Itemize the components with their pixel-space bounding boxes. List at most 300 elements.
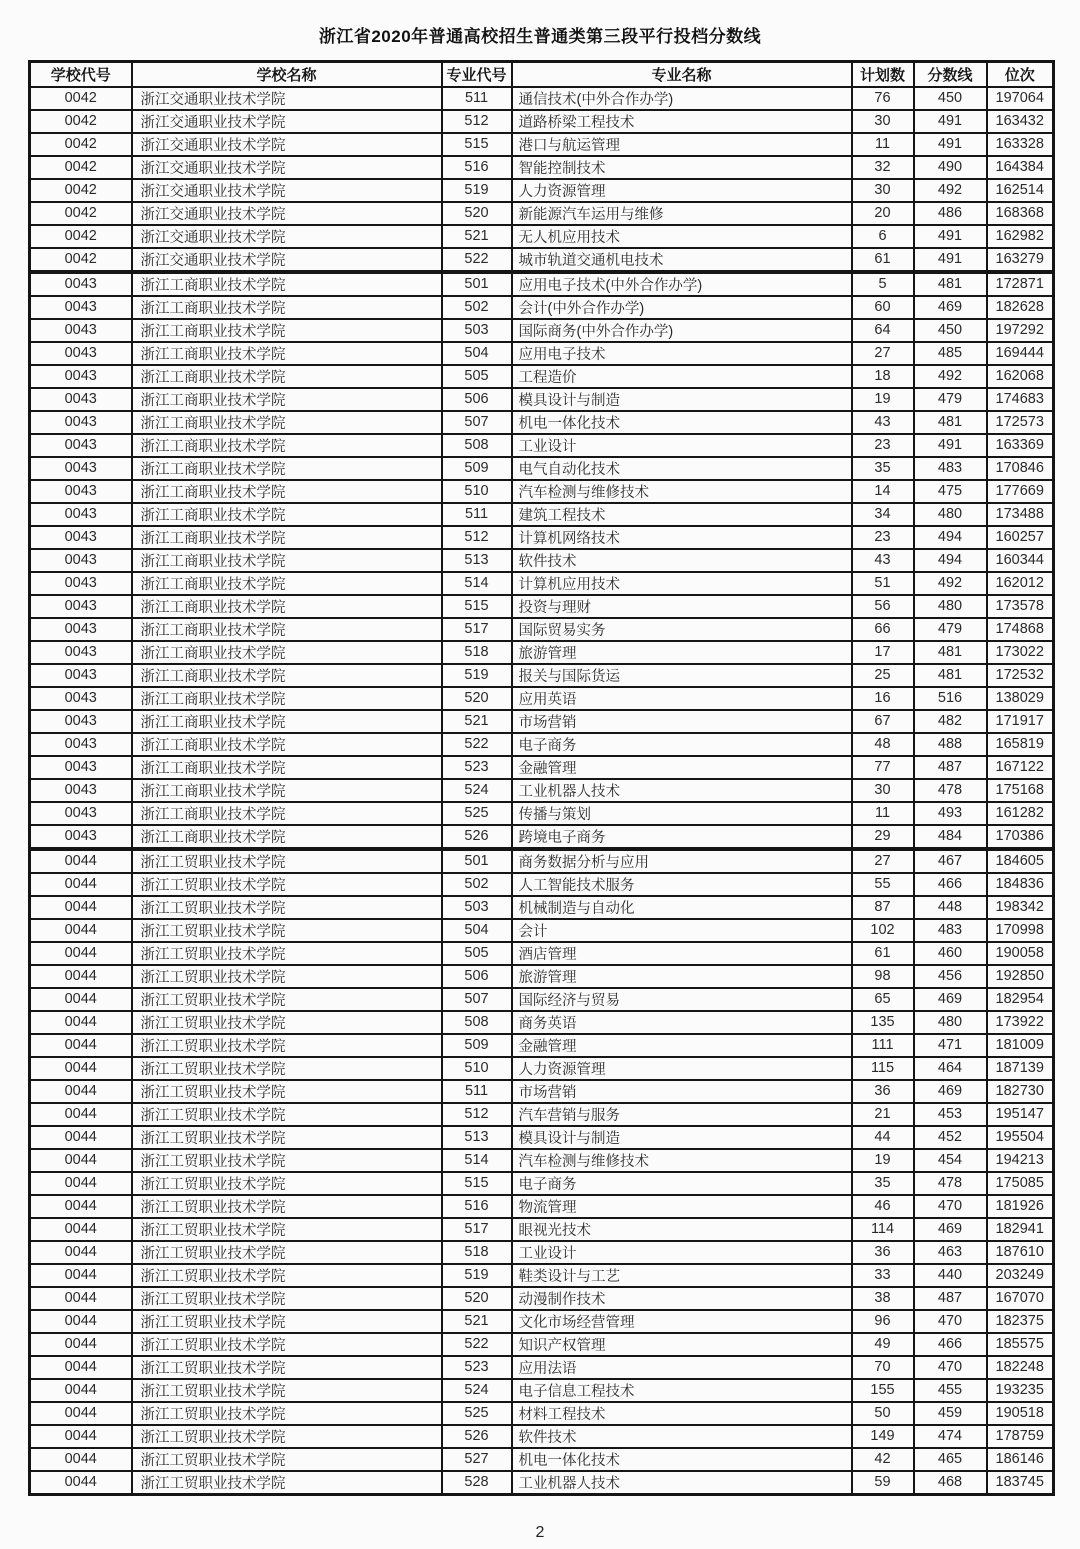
cell-rank: 170386 [987, 825, 1054, 849]
cell-major-code: 514 [442, 1149, 512, 1172]
cell-school-name: 浙江工商职业技术学院 [132, 618, 442, 641]
cell-school-name: 浙江工贸职业技术学院 [132, 1195, 442, 1218]
cell-rank: 203249 [987, 1264, 1054, 1287]
table-row [30, 1402, 1054, 1425]
cell-school-name: 浙江工商职业技术学院 [132, 779, 442, 802]
column-header-major-name: 专业名称 [512, 62, 852, 87]
cell-school-code: 0043 [30, 825, 132, 849]
table-row [30, 1310, 1054, 1333]
cell-rank: 184605 [987, 849, 1054, 873]
cell-major-code: 503 [442, 896, 512, 919]
cell-school-name: 浙江工贸职业技术学院 [132, 873, 442, 896]
cell-school-name: 浙江工贸职业技术学院 [132, 1379, 442, 1402]
cell-school-code: 0044 [30, 1080, 132, 1103]
cell-school-name: 浙江交通职业技术学院 [132, 87, 442, 110]
cell-plan-count: 35 [852, 457, 914, 480]
cell-major-name: 文化市场经营管理 [512, 1310, 852, 1333]
column-header-rank: 位次 [987, 62, 1054, 87]
cell-major-name: 人力资源管理 [512, 179, 852, 202]
cell-major-code: 517 [442, 1218, 512, 1241]
cell-score-line: 478 [914, 779, 987, 802]
cell-rank: 162982 [987, 225, 1054, 248]
table-row [30, 457, 1054, 480]
cell-rank: 163432 [987, 110, 1054, 133]
cell-school-code: 0044 [30, 1057, 132, 1080]
cell-major-code: 503 [442, 319, 512, 342]
cell-school-name: 浙江工贸职业技术学院 [132, 1103, 442, 1126]
cell-score-line: 492 [914, 179, 987, 202]
cell-school-name: 浙江工商职业技术学院 [132, 687, 442, 710]
cell-major-code: 512 [442, 1103, 512, 1126]
cell-school-name: 浙江工商职业技术学院 [132, 733, 442, 756]
cell-major-name: 传播与策划 [512, 802, 852, 825]
cell-major-name: 市场营销 [512, 1080, 852, 1103]
cell-major-code: 501 [442, 849, 512, 873]
cell-major-name: 工业设计 [512, 434, 852, 457]
table-row [30, 1103, 1054, 1126]
cell-rank: 198342 [987, 896, 1054, 919]
table-row [30, 641, 1054, 664]
cell-rank: 174683 [987, 388, 1054, 411]
cell-major-name: 工业机器人技术 [512, 779, 852, 802]
cell-score-line: 470 [914, 1356, 987, 1379]
cell-major-name: 模具设计与制造 [512, 1126, 852, 1149]
table-row [30, 618, 1054, 641]
cell-major-name: 工程造价 [512, 365, 852, 388]
cell-school-code: 0043 [30, 342, 132, 365]
cell-plan-count: 20 [852, 202, 914, 225]
cell-school-name: 浙江工贸职业技术学院 [132, 919, 442, 942]
cell-major-code: 509 [442, 1034, 512, 1057]
table-row [30, 802, 1054, 825]
cell-plan-count: 70 [852, 1356, 914, 1379]
cell-score-line: 494 [914, 526, 987, 549]
column-header-score-line: 分数线 [914, 62, 987, 87]
column-header-major-code: 专业代号 [442, 62, 512, 87]
cell-plan-count: 59 [852, 1471, 914, 1495]
cell-major-code: 516 [442, 156, 512, 179]
cell-school-code: 0044 [30, 1126, 132, 1149]
cell-rank: 177669 [987, 480, 1054, 503]
column-header-school-name: 学校名称 [132, 62, 442, 87]
cell-plan-count: 30 [852, 179, 914, 202]
cell-score-line: 491 [914, 434, 987, 457]
cell-plan-count: 51 [852, 572, 914, 595]
cell-school-name: 浙江工贸职业技术学院 [132, 1425, 442, 1448]
cell-school-name: 浙江工商职业技术学院 [132, 802, 442, 825]
cell-school-name: 浙江工商职业技术学院 [132, 365, 442, 388]
cell-major-name: 电子商务 [512, 1172, 852, 1195]
cell-school-name: 浙江工商职业技术学院 [132, 503, 442, 526]
cell-school-code: 0043 [30, 365, 132, 388]
cell-major-code: 512 [442, 110, 512, 133]
cell-plan-count: 48 [852, 733, 914, 756]
cell-major-name: 应用电子技术 [512, 342, 852, 365]
cell-score-line: 493 [914, 802, 987, 825]
cell-major-name: 市场营销 [512, 710, 852, 733]
cell-score-line: 483 [914, 919, 987, 942]
cell-major-code: 508 [442, 434, 512, 457]
cell-plan-count: 115 [852, 1057, 914, 1080]
cell-plan-count: 44 [852, 1126, 914, 1149]
cell-rank: 195504 [987, 1126, 1054, 1149]
cell-plan-count: 66 [852, 618, 914, 641]
cell-major-name: 应用电子技术(中外合作办学) [512, 272, 852, 296]
cell-major-name: 工业设计 [512, 1241, 852, 1264]
cell-score-line: 486 [914, 202, 987, 225]
cell-plan-count: 19 [852, 388, 914, 411]
cell-score-line: 492 [914, 572, 987, 595]
cell-major-name: 计算机网络技术 [512, 526, 852, 549]
cell-major-name: 国际商务(中外合作办学) [512, 319, 852, 342]
cell-major-code: 522 [442, 1333, 512, 1356]
cell-school-name: 浙江工贸职业技术学院 [132, 1172, 442, 1195]
cell-major-code: 521 [442, 710, 512, 733]
cell-score-line: 481 [914, 272, 987, 296]
cell-major-code: 513 [442, 1126, 512, 1149]
table-row [30, 1241, 1054, 1264]
cell-major-name: 投资与理财 [512, 595, 852, 618]
cell-major-code: 515 [442, 595, 512, 618]
cell-rank: 168368 [987, 202, 1054, 225]
cell-major-name: 商务英语 [512, 1011, 852, 1034]
cell-score-line: 469 [914, 1218, 987, 1241]
cell-school-name: 浙江工贸职业技术学院 [132, 1241, 442, 1264]
cell-plan-count: 35 [852, 1172, 914, 1195]
cell-rank: 182730 [987, 1080, 1054, 1103]
cell-plan-count: 19 [852, 1149, 914, 1172]
cell-plan-count: 135 [852, 1011, 914, 1034]
cell-school-code: 0044 [30, 965, 132, 988]
cell-rank: 187610 [987, 1241, 1054, 1264]
cell-major-code: 511 [442, 1080, 512, 1103]
cell-plan-count: 17 [852, 641, 914, 664]
cell-score-line: 485 [914, 342, 987, 365]
cell-score-line: 491 [914, 133, 987, 156]
cell-school-name: 浙江工贸职业技术学院 [132, 1402, 442, 1425]
cell-plan-count: 98 [852, 965, 914, 988]
table-row [30, 595, 1054, 618]
cell-school-code: 0043 [30, 434, 132, 457]
cell-major-name: 鞋类设计与工艺 [512, 1264, 852, 1287]
cell-plan-count: 23 [852, 434, 914, 457]
cell-major-code: 528 [442, 1471, 512, 1495]
cell-score-line: 487 [914, 756, 987, 779]
cell-school-name: 浙江工贸职业技术学院 [132, 1011, 442, 1034]
table-row [30, 1057, 1054, 1080]
cell-plan-count: 36 [852, 1080, 914, 1103]
cell-major-name: 电子商务 [512, 733, 852, 756]
cell-major-code: 522 [442, 733, 512, 756]
table-row [30, 1034, 1054, 1057]
cell-plan-count: 27 [852, 342, 914, 365]
cell-plan-count: 30 [852, 110, 914, 133]
cell-major-code: 510 [442, 480, 512, 503]
cell-major-name: 材料工程技术 [512, 1402, 852, 1425]
table-row [30, 1379, 1054, 1402]
table-row [30, 202, 1054, 225]
cell-major-name: 无人机应用技术 [512, 225, 852, 248]
cell-major-code: 514 [442, 572, 512, 595]
cell-plan-count: 46 [852, 1195, 914, 1218]
cell-rank: 170998 [987, 919, 1054, 942]
cell-school-code: 0042 [30, 156, 132, 179]
cell-plan-count: 111 [852, 1034, 914, 1057]
table-row [30, 873, 1054, 896]
cell-major-code: 520 [442, 1287, 512, 1310]
cell-rank: 160257 [987, 526, 1054, 549]
cell-plan-count: 16 [852, 687, 914, 710]
cell-school-name: 浙江工商职业技术学院 [132, 272, 442, 296]
cell-rank: 178759 [987, 1425, 1054, 1448]
cell-major-code: 526 [442, 1425, 512, 1448]
cell-major-code: 510 [442, 1057, 512, 1080]
cell-rank: 162012 [987, 572, 1054, 595]
cell-rank: 197292 [987, 319, 1054, 342]
cell-major-code: 505 [442, 942, 512, 965]
cell-school-name: 浙江工贸职业技术学院 [132, 1218, 442, 1241]
cell-rank: 163328 [987, 133, 1054, 156]
cell-major-name: 国际经济与贸易 [512, 988, 852, 1011]
cell-school-code: 0042 [30, 87, 132, 110]
cell-school-code: 0043 [30, 480, 132, 503]
cell-score-line: 487 [914, 1287, 987, 1310]
page-title: 浙江省2020年普通高校招生普通类第三段平行投档分数线 [318, 27, 762, 46]
cell-school-code: 0043 [30, 641, 132, 664]
cell-school-code: 0044 [30, 919, 132, 942]
table-row [30, 503, 1054, 526]
cell-rank: 190058 [987, 942, 1054, 965]
cell-major-name: 汽车检测与维修技术 [512, 480, 852, 503]
cell-school-code: 0043 [30, 296, 132, 319]
table-row [30, 1172, 1054, 1195]
table-row [30, 1287, 1054, 1310]
cell-plan-count: 43 [852, 411, 914, 434]
cell-score-line: 448 [914, 896, 987, 919]
table-row [30, 296, 1054, 319]
cell-plan-count: 50 [852, 1402, 914, 1425]
cell-score-line: 494 [914, 549, 987, 572]
cell-score-line: 491 [914, 110, 987, 133]
cell-major-code: 501 [442, 272, 512, 296]
cell-plan-count: 33 [852, 1264, 914, 1287]
cell-major-name: 金融管理 [512, 756, 852, 779]
table-row [30, 710, 1054, 733]
table-row [30, 779, 1054, 802]
cell-rank: 182954 [987, 988, 1054, 1011]
cell-rank: 183745 [987, 1471, 1054, 1495]
table-row [30, 156, 1054, 179]
cell-major-name: 智能控制技术 [512, 156, 852, 179]
cell-school-code: 0043 [30, 503, 132, 526]
table-row [30, 919, 1054, 942]
cell-major-name: 汽车营销与服务 [512, 1103, 852, 1126]
cell-rank: 190518 [987, 1402, 1054, 1425]
cell-rank: 192850 [987, 965, 1054, 988]
cell-score-line: 459 [914, 1402, 987, 1425]
cell-plan-count: 60 [852, 296, 914, 319]
cell-school-code: 0044 [30, 1011, 132, 1034]
cell-school-name: 浙江交通职业技术学院 [132, 248, 442, 272]
cell-school-code: 0044 [30, 1310, 132, 1333]
cell-major-name: 软件技术 [512, 1425, 852, 1448]
cell-major-name: 汽车检测与维修技术 [512, 1149, 852, 1172]
cell-school-code: 0043 [30, 802, 132, 825]
cell-major-name: 酒店管理 [512, 942, 852, 965]
cell-score-line: 480 [914, 1011, 987, 1034]
cell-plan-count: 18 [852, 365, 914, 388]
cell-plan-count: 23 [852, 526, 914, 549]
cell-score-line: 481 [914, 641, 987, 664]
cell-school-name: 浙江工贸职业技术学院 [132, 849, 442, 873]
table-row [30, 87, 1054, 110]
cell-major-name: 跨境电子商务 [512, 825, 852, 849]
cell-school-name: 浙江工商职业技术学院 [132, 296, 442, 319]
cell-score-line: 469 [914, 1080, 987, 1103]
cell-score-line: 475 [914, 480, 987, 503]
cell-rank: 175168 [987, 779, 1054, 802]
cell-school-code: 0043 [30, 319, 132, 342]
cell-school-code: 0043 [30, 572, 132, 595]
cell-rank: 162068 [987, 365, 1054, 388]
cell-score-line: 481 [914, 411, 987, 434]
cell-major-name: 会计 [512, 919, 852, 942]
cell-school-code: 0044 [30, 1264, 132, 1287]
cell-major-name: 动漫制作技术 [512, 1287, 852, 1310]
cell-plan-count: 6 [852, 225, 914, 248]
cell-score-line: 471 [914, 1034, 987, 1057]
cell-major-code: 521 [442, 1310, 512, 1333]
table-row [30, 225, 1054, 248]
cell-major-code: 505 [442, 365, 512, 388]
cell-score-line: 469 [914, 988, 987, 1011]
cell-major-name: 知识产权管理 [512, 1333, 852, 1356]
table-row [30, 179, 1054, 202]
cell-major-name: 旅游管理 [512, 641, 852, 664]
cell-school-code: 0043 [30, 388, 132, 411]
cell-school-code: 0042 [30, 225, 132, 248]
cell-score-line: 492 [914, 365, 987, 388]
cell-school-name: 浙江工贸职业技术学院 [132, 1471, 442, 1495]
cell-score-line: 466 [914, 873, 987, 896]
table-row [30, 687, 1054, 710]
cell-rank: 162514 [987, 179, 1054, 202]
column-header-plan-count: 计划数 [852, 62, 914, 87]
cell-plan-count: 42 [852, 1448, 914, 1471]
cell-score-line: 488 [914, 733, 987, 756]
cell-plan-count: 27 [852, 849, 914, 873]
cell-score-line: 479 [914, 388, 987, 411]
cell-school-code: 0044 [30, 896, 132, 919]
cell-rank: 164384 [987, 156, 1054, 179]
cell-plan-count: 77 [852, 756, 914, 779]
table-row [30, 272, 1054, 296]
cell-major-name: 报关与国际货运 [512, 664, 852, 687]
cell-school-name: 浙江工贸职业技术学院 [132, 896, 442, 919]
cell-school-code: 0043 [30, 595, 132, 618]
table-row [30, 1356, 1054, 1379]
table-row [30, 572, 1054, 595]
cell-rank: 182375 [987, 1310, 1054, 1333]
cell-major-code: 523 [442, 756, 512, 779]
cell-major-code: 507 [442, 988, 512, 1011]
cell-major-name: 会计(中外合作办学) [512, 296, 852, 319]
cell-score-line: 479 [914, 618, 987, 641]
cell-school-name: 浙江工商职业技术学院 [132, 319, 442, 342]
cell-major-code: 513 [442, 549, 512, 572]
cell-school-name: 浙江工商职业技术学院 [132, 434, 442, 457]
cell-school-code: 0044 [30, 1103, 132, 1126]
cell-rank: 138029 [987, 687, 1054, 710]
table-row [30, 365, 1054, 388]
cell-major-code: 508 [442, 1011, 512, 1034]
cell-plan-count: 76 [852, 87, 914, 110]
cell-rank: 197064 [987, 87, 1054, 110]
cell-rank: 195147 [987, 1103, 1054, 1126]
cell-school-name: 浙江交通职业技术学院 [132, 110, 442, 133]
cell-score-line: 491 [914, 225, 987, 248]
cell-major-name: 工业机器人技术 [512, 1471, 852, 1495]
cell-score-line: 466 [914, 1333, 987, 1356]
cell-major-code: 518 [442, 641, 512, 664]
cell-score-line: 481 [914, 664, 987, 687]
table-row [30, 965, 1054, 988]
cell-score-line: 450 [914, 87, 987, 110]
cell-rank: 194213 [987, 1149, 1054, 1172]
cell-score-line: 463 [914, 1241, 987, 1264]
cell-major-code: 524 [442, 779, 512, 802]
cell-school-code: 0044 [30, 1218, 132, 1241]
cell-school-code: 0043 [30, 733, 132, 756]
cell-school-code: 0043 [30, 756, 132, 779]
cell-major-code: 521 [442, 225, 512, 248]
cell-school-code: 0044 [30, 1356, 132, 1379]
cell-score-line: 470 [914, 1310, 987, 1333]
cell-major-name: 通信技术(中外合作办学) [512, 87, 852, 110]
cell-plan-count: 32 [852, 156, 914, 179]
cell-major-name: 应用英语 [512, 687, 852, 710]
cell-major-code: 519 [442, 1264, 512, 1287]
cell-major-name: 电气自动化技术 [512, 457, 852, 480]
cell-major-name: 国际贸易实务 [512, 618, 852, 641]
cell-school-code: 0043 [30, 411, 132, 434]
cell-major-code: 520 [442, 687, 512, 710]
cell-score-line: 465 [914, 1448, 987, 1471]
cell-plan-count: 149 [852, 1425, 914, 1448]
cell-school-name: 浙江工商职业技术学院 [132, 342, 442, 365]
cell-major-name: 电子信息工程技术 [512, 1379, 852, 1402]
cell-plan-count: 61 [852, 942, 914, 965]
table-row [30, 1126, 1054, 1149]
cell-school-name: 浙江工商职业技术学院 [132, 549, 442, 572]
cell-school-name: 浙江工商职业技术学院 [132, 756, 442, 779]
cell-major-code: 506 [442, 388, 512, 411]
cell-rank: 160344 [987, 549, 1054, 572]
cell-major-name: 软件技术 [512, 549, 852, 572]
cell-school-code: 0043 [30, 710, 132, 733]
cell-school-name: 浙江工商职业技术学院 [132, 526, 442, 549]
cell-rank: 173922 [987, 1011, 1054, 1034]
cell-school-code: 0044 [30, 942, 132, 965]
cell-score-line: 490 [914, 156, 987, 179]
cell-school-code: 0042 [30, 133, 132, 156]
table-row [30, 825, 1054, 849]
table-row [30, 319, 1054, 342]
cell-school-code: 0044 [30, 1448, 132, 1471]
cell-major-name: 金融管理 [512, 1034, 852, 1057]
cell-major-name: 道路桥梁工程技术 [512, 110, 852, 133]
cell-plan-count: 43 [852, 549, 914, 572]
